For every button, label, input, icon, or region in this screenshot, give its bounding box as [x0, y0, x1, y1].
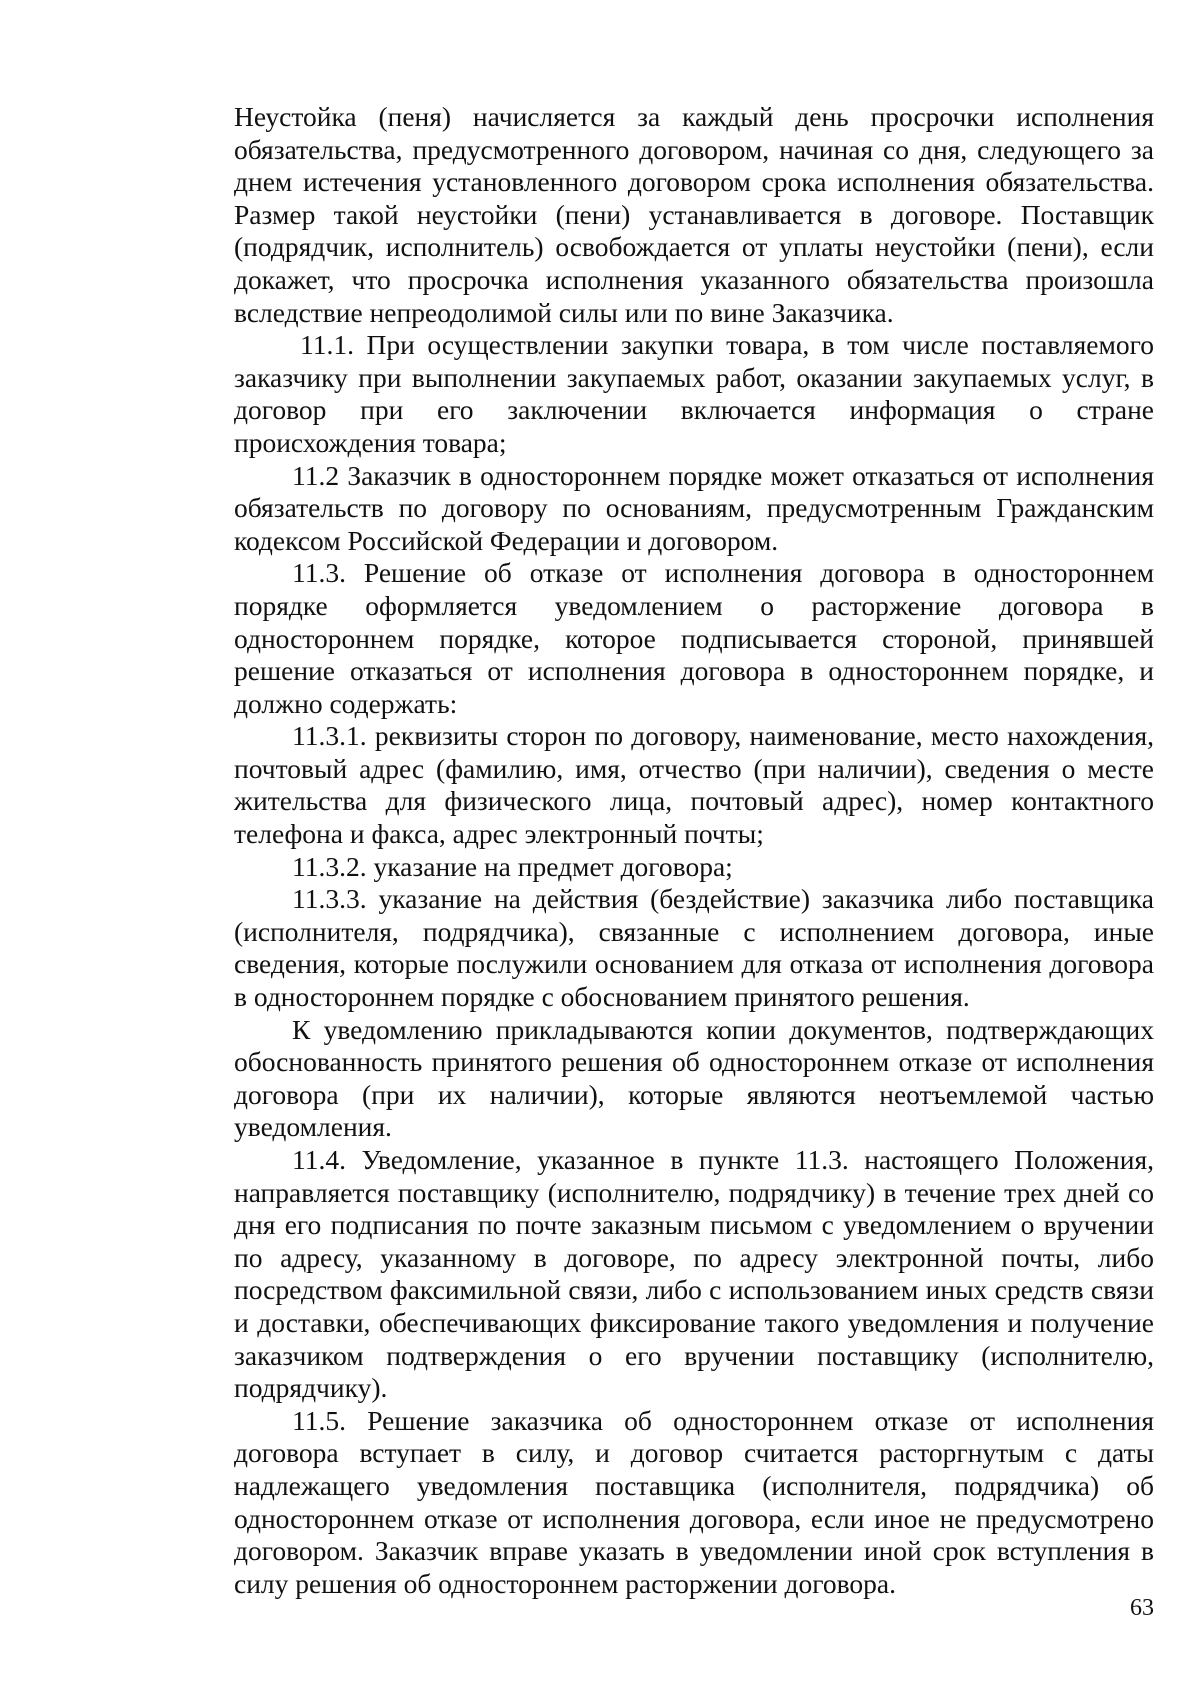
paragraph-penalty: Неустойка (пеня) начисляется за каждый день просрочки исполнения обязательства, предусмотренного договором, начиная со дня, следующего за днем истечения установленного договором срока исполнения обязательства. Размер такой неустойки (пени) устанавливается в договоре. Поставщик (подрядчик, исполнитель) освобождается от уплаты неустойки (пени), если докажет, что просрочка исполнения указанного обязательства произошла вследствие непреодолимой силы или по вине Заказчика. [234, 101, 1154, 328]
paragraph-11-3-1: 11.3.1. реквизиты сторон по договору, наименование, место нахождения, почтовый адрес (фамилию, имя, отчество (при наличии), сведения о месте жительства для физического лица, почтовый адрес), номер контактного телефона и факса, адрес электронный почты; [234, 720, 1154, 850]
paragraph-11-2: 11.2 Заказчик в одностороннем порядке может отказаться от исполнения обязательств по договору по основаниям, предусмотренным Гражданским кодексом Российской Федерации и договором. [234, 459, 1154, 556]
paragraph-11-3: 11.3. Решение об отказе от исполнения договора в одностороннем порядке оформляется уведомлением о расторжение договора в одностороннем порядке, которое подписывается стороной, принявшей решение отказаться от исполнения договора в одностороннем порядке, и должно содержать: [234, 557, 1154, 719]
paragraph-attachments: К уведомлению прикладываются копии документов, подтверждающих обоснованность принятого решения об одностороннем отказе от исполнения договора (при их наличии), которые являются неотъемлемой частью уведомления. [234, 1013, 1154, 1143]
page-number: 63 [1130, 1595, 1154, 1621]
paragraph-11-3-3: 11.3.3. указание на действия (бездействие) заказчика либо поставщика (исполнителя, подрядчика), связанные с исполнением договора, иные сведения, которые послужили основанием для отказа от исполнения договора в одностороннем порядке с обоснованием принятого решения. [234, 883, 1154, 1013]
document-body [234, 101, 1154, 1600]
paragraph-11-1: 11.1. При осуществлении закупки товара, в том числе поставляемого заказчику при выполнении закупаемых работ, оказании закупаемых услуг, в договор при его заключении включается информация о стране происхождения товара; [234, 329, 1154, 458]
paragraph-11-4: 11.4. Уведомление, указанное в пункте 11.3. настоящего Положения, направляется поставщику (исполнителю, подрядчику) в течение трех дней со дня его подписания по почте заказным письмом с уведомлением о вручении по адресу, указанному в договоре, по адресу электронной почты, либо посредством факсимильной связи, либо с использованием иных средств связи и доставки, обеспечивающих фиксирование такого уведомления и получение заказчиком подтверждения о его вручении поставщику (исполнителю, подрядчику). [234, 1144, 1154, 1404]
paragraph-11-3-2: 11.3.2. указание на предмет договора; [292, 850, 733, 882]
paragraph-11-5: 11.5. Решение заказчика об одностороннем отказе от исполнения договора вступает в силу, и договор считается расторгнутым с даты надлежащего уведомления поставщика (исполнителя, подрядчика) об одностороннем отказе от исполнения договора, если иное не предусмотрено договором. Заказчик вправе указать в уведомлении иной срок вступления в силу решения об одностороннем расторжении договора. [234, 1404, 1154, 1599]
